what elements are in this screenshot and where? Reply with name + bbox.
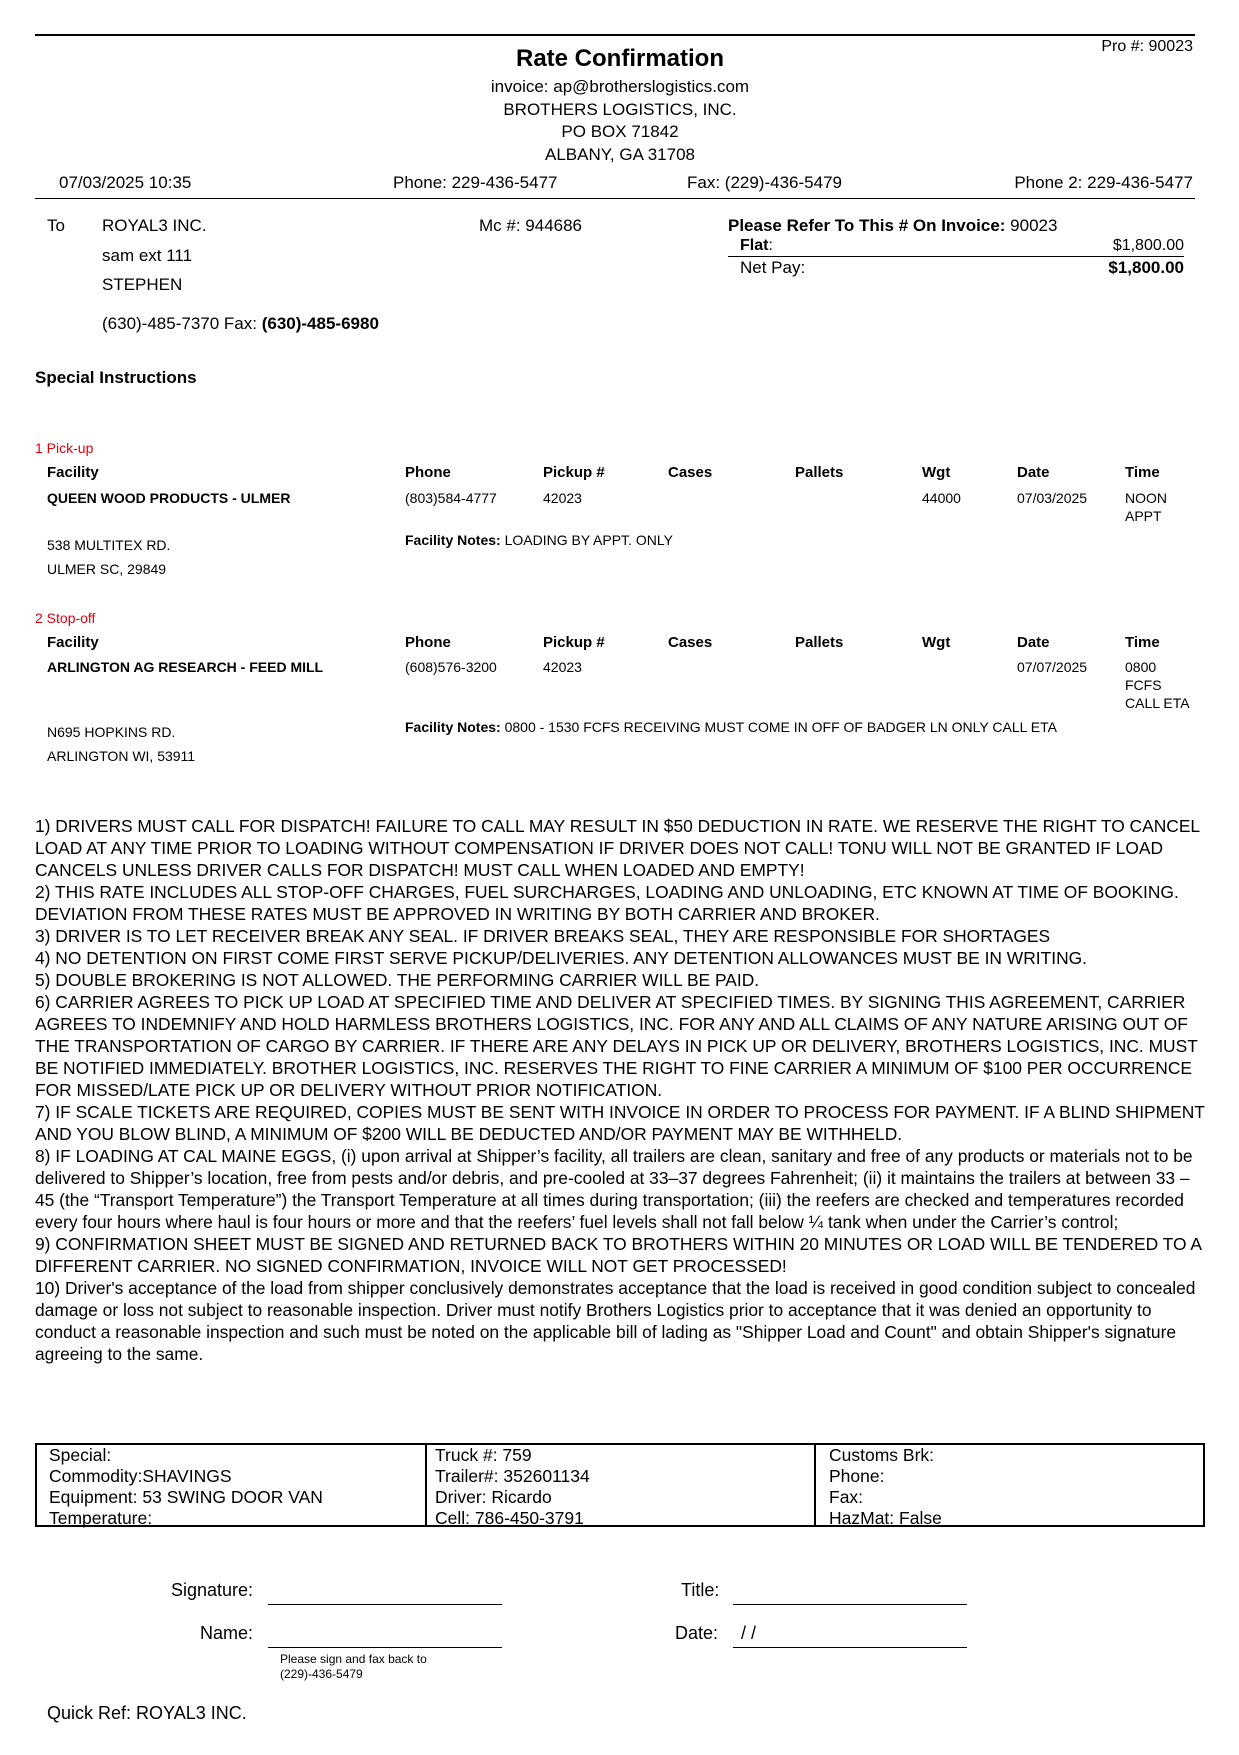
- stop-1-notes-label: Facility Notes:: [405, 532, 501, 548]
- carrier-fax: (630)-485-6980: [261, 314, 379, 333]
- stop-1-phone: (803)584-4777: [405, 490, 497, 506]
- payment-divider: [728, 256, 1184, 257]
- fax-back-note-line2: (229)-436-5479: [280, 1667, 363, 1681]
- customs-info-column: [816, 1445, 1203, 1528]
- term-5: 5) DOUBLE BROKERING IS NOT ALLOWED. THE PERFORMING CARRIER WILL BE PAID.: [35, 970, 760, 990]
- stop-2-notes-label: Facility Notes:: [405, 719, 501, 735]
- stop-2-col-facility: Facility: [47, 634, 99, 651]
- signature-line[interactable]: [268, 1604, 502, 1605]
- page-title: Rate Confirmation: [515, 45, 724, 72]
- term-2: 2) THIS RATE INCLUDES ALL STOP-OFF CHARGES, FUEL SURCHARGES, LOADING AND UNLOADING, ETC KNOWN AT TIME OF BOOKING. DEVIATION FROM THESE RATES MUST BE APPROVED IN WRITING BY BOTH CARRIER AND BROKER.: [35, 882, 1179, 924]
- stop-2-facility-notes: [405, 719, 1057, 735]
- commodity-field: Commodity:SHAVINGS: [49, 1466, 232, 1486]
- term-7: 7) IF SCALE TICKETS ARE REQUIRED, COPIES MUST BE SENT WITH INVOICE IN ORDER TO PROCESS FOR PAYMENT. IF A BLIND SHIPMENT AND YOU BLOW BLIND, A MINIMUM OF $200 WILL BE DEDUCTED AND/OR PAYMENT MAY BE WITHHELD.: [35, 1102, 1205, 1144]
- quick-reference: Quick Ref: ROYAL3 INC.: [47, 1703, 247, 1723]
- driver-info-column: [427, 1445, 816, 1528]
- carrier-contact: sam ext 111: [102, 246, 193, 265]
- mc-number: Mc #: 944686: [479, 216, 583, 235]
- carrier-phone: (630)-485-7370 Fax:: [102, 314, 262, 333]
- name-line[interactable]: [268, 1647, 502, 1648]
- cell-field: Cell: 786-450-3791: [435, 1508, 584, 1528]
- stop-1-notes-text: LOADING BY APPT. ONLY: [500, 532, 673, 548]
- invoice-reference: [728, 216, 1057, 236]
- stop-1-weight: 44000: [922, 490, 961, 506]
- stop-2-facility: ARLINGTON AG RESEARCH - FEED MILL: [47, 659, 324, 675]
- title-line[interactable]: [733, 1604, 967, 1605]
- company-phone: Phone: 229-436-5477: [393, 173, 558, 192]
- stop-1-facility-notes: [405, 532, 673, 548]
- flat-rate-value: $1,800.00: [1112, 237, 1184, 254]
- stop-2-col-pallets: Pallets: [795, 634, 844, 651]
- stop-1-col-wgt: Wgt: [922, 464, 951, 481]
- stop-1-col-pickup: Pickup #: [543, 464, 605, 481]
- date-label: Date:: [675, 1623, 719, 1643]
- stop-1-col-phone: Phone: [405, 464, 451, 481]
- customs-fax-field: Fax:: [829, 1487, 864, 1507]
- term-10: 10) Driver's acceptance of the load from shipper conclusively demonstrates acceptance that the load is received in good condition subject to concealed damage or loss not subject to reasonable inspection. Driver must notify Brothers Logistics prior to acceptance that it was denied an opportunity to conduct a reasonable inspection and such must be noted on the applicable bill of lading as "Shipper Load and Count" and obtain Shipper's signature agreeing to the same.: [35, 1278, 1196, 1364]
- terms-and-conditions: [35, 815, 1205, 1365]
- term-4: 4) NO DETENTION ON FIRST COME FIRST SERVE PICKUP/DELIVERIES. ANY DETENTION ALLOWANCES MUST BE IN WRITING.: [35, 948, 1087, 968]
- stop-2-col-cases: Cases: [668, 634, 713, 651]
- top-rule: [35, 34, 1195, 36]
- stop-1-col-date: Date: [1017, 464, 1050, 481]
- flat-rate-label: Flat:: [740, 237, 773, 254]
- stop-2-col-pickup: Pickup #: [543, 634, 605, 651]
- stop-1-address-line1: 538 MULTITEX RD.: [47, 537, 171, 553]
- term-6: 6) CARRIER AGREES TO PICK UP LOAD AT SPECIFIED TIME AND DELIVER AT SPECIFIED TIMES. BY SIGNING THIS AGREEMENT, CARRIER AGREES TO INDEMNIFY AND HOLD HARMLESS BROTHERS LOGISTICS, INC. FOR ANY AND ALL CLAIMS OF ANY NATURE ARISING OUT OF THE TRANSPORTATION OF CARGO BY CARRIER. IF THERE ARE ANY DELAYS IN PICK UP OR DELIVERY, BROTHERS LOGISTICS, INC. MUST BE NOTIFIED IMMEDIATELY. BROTHER LOGISTICS, INC. RESERVES THE RIGHT TO FINE CARRIER A MINIMUM OF $100 PER OCCURRENCE FOR MISSED/LATE PICK UP OR DELIVERY WITHOUT PRIOR NOTIFICATION.: [35, 992, 1198, 1100]
- stop-1-time-line2: APPT: [1125, 508, 1162, 524]
- net-pay-label: Net Pay:: [740, 258, 806, 277]
- stop-2-col-phone: Phone: [405, 634, 451, 651]
- customs-phone-field: Phone:: [829, 1466, 885, 1486]
- stop-1-col-cases: Cases: [668, 464, 713, 481]
- invoice-reference-value: 90023: [1005, 216, 1058, 235]
- stop-2-col-date: Date: [1017, 634, 1050, 651]
- stop-2-label: 2 Stop-off: [35, 610, 96, 626]
- carrier-name: ROYAL3 INC.: [102, 216, 207, 235]
- name-label: Name:: [200, 1623, 254, 1643]
- stop-1-time-line1: NOON: [1125, 490, 1167, 506]
- stop-2-address-line1: N695 HOPKINS RD.: [47, 724, 176, 740]
- stop-2-time-line3: CALL ETA: [1125, 695, 1190, 711]
- company-phone-2: Phone 2: 229-436-5477: [1014, 173, 1193, 192]
- term-3: 3) DRIVER IS TO LET RECEIVER BREAK ANY SEAL. IF DRIVER BREAKS SEAL, THEY ARE RESPONSIBLE FOR SHORTAGES: [35, 926, 1051, 946]
- term-8: 8) IF LOADING AT CAL MAINE EGGS, (i) upon arrival at Shipper’s facility, all trailers are clean, sanitary and free of any products or materials not to be delivered to Shipper’s location, free from pests and/or debris, and pre-cooled at 33–37 degrees Fahrenheit; (ii) it maintains the trailers at between 33 – 45 (the “Transport Temperature”) the Transport Temperature at all times during transportation; (iii) the reefers are checked and temperatures recorded every four hours where haul is four hours or more and that the reefers’ fuel levels shall not fall below ¼ tank when under the Carrier’s control;: [35, 1146, 1193, 1232]
- stop-1-pickup: 42023: [543, 490, 582, 506]
- pro-number: Pro #: 90023: [1101, 38, 1193, 55]
- load-info-column: [37, 1445, 427, 1528]
- driver-field: Driver: Ricardo: [435, 1487, 552, 1507]
- stop-2-address-line2: ARLINGTON WI, 53911: [47, 748, 196, 764]
- hazmat-field: HazMat: False: [829, 1508, 942, 1528]
- term-9: 9) CONFIRMATION SHEET MUST BE SIGNED AND RETURNED BACK TO BROTHERS WITHIN 20 MINUTES OR LOAD WILL BE TENDERED TO A DIFFERENT CARRIER. NO SIGNED CONFIRMATION, INVOICE WILL NOT GET PROCESSED!: [35, 1234, 1202, 1276]
- special-instructions-title: Special Instructions: [35, 368, 197, 387]
- issue-datetime: 07/03/2025 10:35: [59, 173, 192, 192]
- stop-1-col-time: Time: [1125, 464, 1160, 481]
- stop-2-pickup: 42023: [543, 659, 582, 675]
- truck-field: Truck #: 759: [435, 1445, 532, 1465]
- equipment-field: Equipment: 53 SWING DOOR VAN: [49, 1487, 323, 1507]
- company-name: BROTHERS LOGISTICS, INC.: [503, 100, 737, 119]
- special-field: Special:: [49, 1445, 112, 1465]
- invoice-email: invoice: ap@brotherslogistics.com: [490, 77, 750, 96]
- invoice-reference-label: Please Refer To This # On Invoice:: [728, 216, 1006, 235]
- stop-2-time-line2: FCFS: [1125, 677, 1162, 693]
- stop-2-col-wgt: Wgt: [922, 634, 951, 651]
- stop-1-facility: QUEEN WOOD PRODUCTS - ULMER: [47, 490, 291, 506]
- fax-back-note-line1: Please sign and fax back to: [280, 1652, 427, 1666]
- stop-2-date: 07/07/2025: [1017, 659, 1088, 675]
- stop-2-col-time: Time: [1125, 634, 1160, 651]
- stop-2-notes-text: 0800 - 1530 FCFS RECEIVING MUST COME IN OFF OF BADGER LN ONLY CALL ETA: [500, 719, 1057, 735]
- term-1: 1) DRIVERS MUST CALL FOR DISPATCH! FAILURE TO CALL MAY RESULT IN $50 DEDUCTION IN RATE. WE RESERVE THE RIGHT TO CANCEL LOAD AT ANY TIME PRIOR TO LOADING WITHOUT COMPENSATION IF DRIVER DOES NOT CALL! TONU WILL NOT BE GRANTED IF LOAD CANCELS UNLESS DRIVER CALLS FOR DISPATCH! MUST CALL WHEN LOADED AND EMPTY!: [35, 816, 1200, 880]
- carrier-contact-2: STEPHEN: [102, 275, 183, 294]
- trailer-field: Trailer#: 352601134: [435, 1466, 590, 1486]
- title-label: Title:: [681, 1580, 720, 1600]
- company-fax: Fax: (229)-436-5479: [687, 173, 842, 192]
- stop-1-date: 07/03/2025: [1017, 490, 1088, 506]
- date-value: / /: [741, 1623, 757, 1643]
- net-pay-value: $1,800.00: [1108, 258, 1184, 277]
- header-divider: [35, 198, 1195, 199]
- load-info-box: [35, 1443, 1205, 1527]
- stop-1-col-facility: Facility: [47, 464, 99, 481]
- temperature-field: Temperature:: [49, 1508, 153, 1528]
- signature-label: Signature:: [171, 1580, 254, 1600]
- date-line[interactable]: [733, 1647, 967, 1648]
- stop-1-col-pallets: Pallets: [795, 464, 844, 481]
- company-address-line2: ALBANY, GA 31708: [545, 145, 695, 164]
- stop-2-time-line1: 0800: [1125, 659, 1157, 675]
- company-address-line1: PO BOX 71842: [561, 122, 679, 141]
- customs-broker-field: Customs Brk:: [829, 1445, 935, 1465]
- stop-1-address-line2: ULMER SC, 29849: [47, 561, 167, 577]
- stop-2-phone: (608)576-3200: [405, 659, 497, 675]
- carrier-phone-fax: [102, 314, 379, 334]
- to-label: To: [47, 216, 65, 235]
- stop-1-label: 1 Pick-up: [35, 440, 94, 456]
